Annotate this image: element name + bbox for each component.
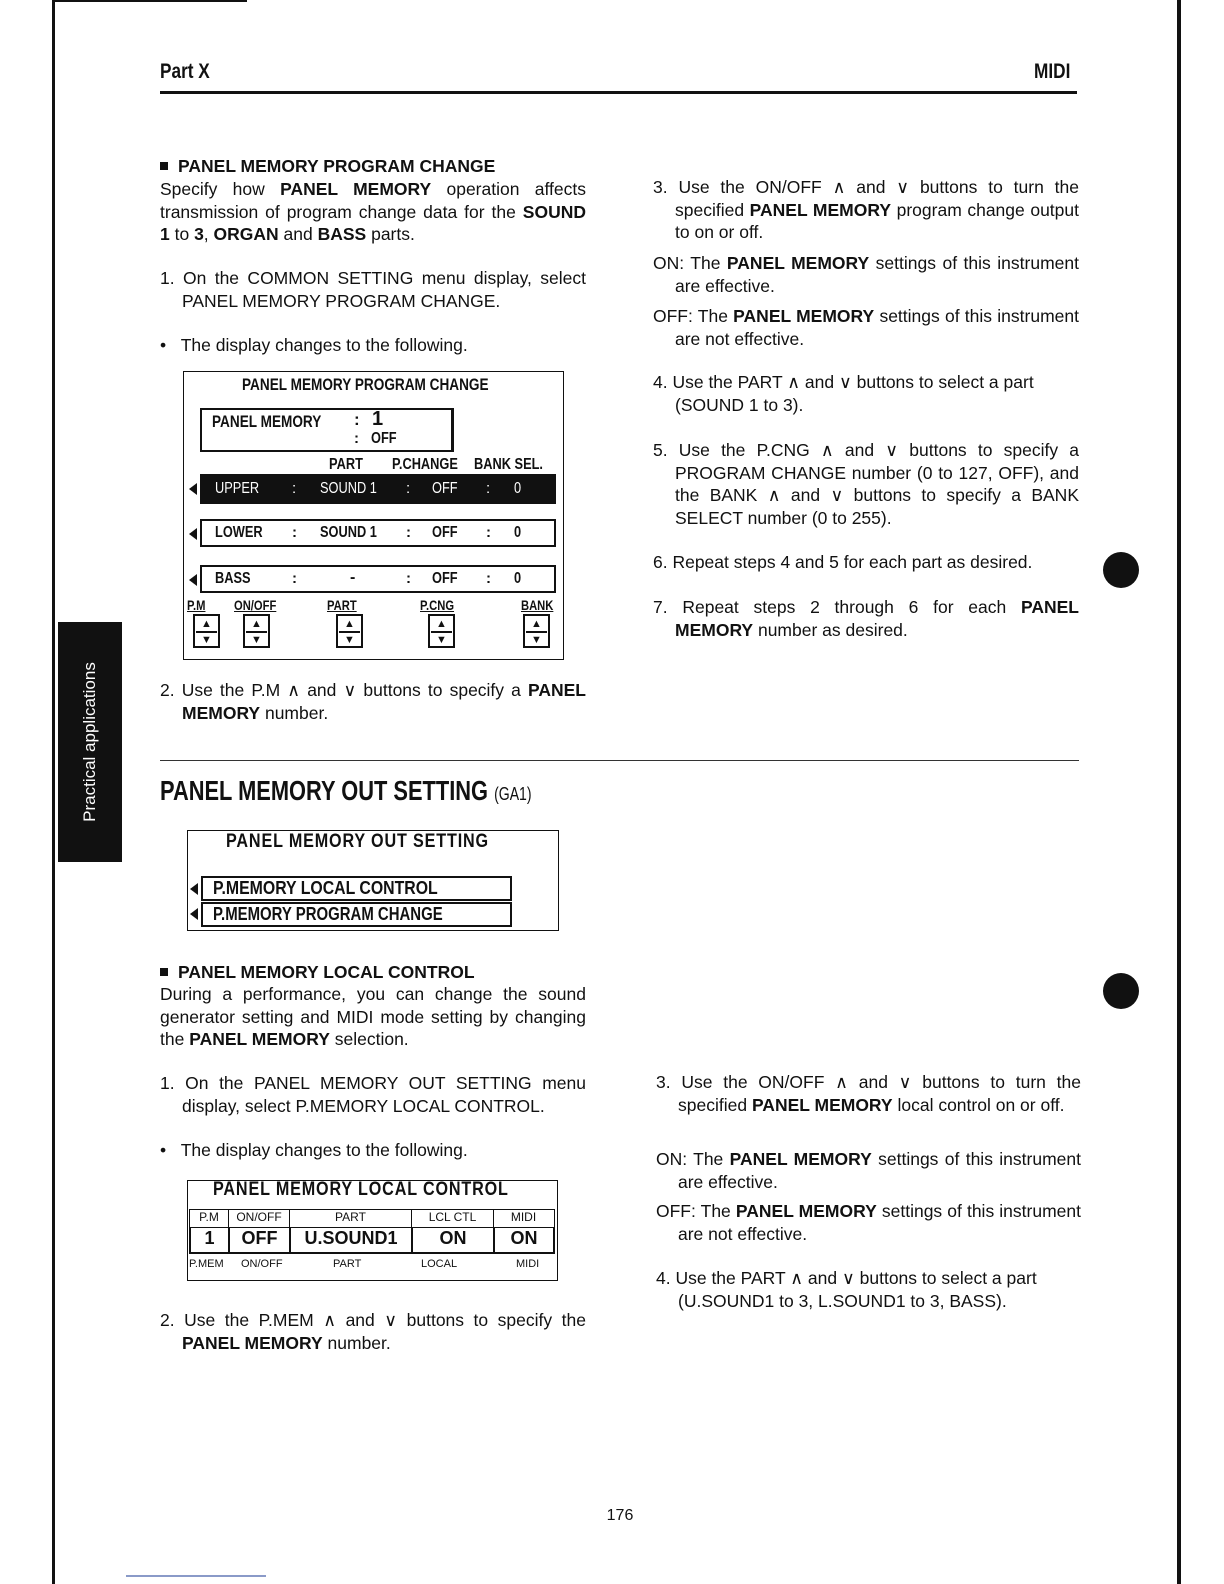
lcd3-val-part[interactable]: U.SOUND1 <box>291 1228 413 1252</box>
lcd1-btn-pcng-label: P.CNG <box>420 597 455 613</box>
row-colon: : <box>292 570 297 587</box>
row-name: LOWER <box>215 524 263 541</box>
row-colon: : <box>406 524 411 541</box>
lcd1-col-pchange: P.CHANGE <box>392 456 458 473</box>
lcd1-btn-bank-label: BANK <box>521 597 554 613</box>
page-frame-bottom <box>126 1575 266 1577</box>
down-arrow-icon: ▼ <box>251 634 262 646</box>
lcd3-btn-pmem[interactable]: P.MEM <box>189 1258 224 1270</box>
margin-dot <box>1103 552 1139 588</box>
lcd1-row-lower[interactable] <box>200 519 556 547</box>
row-colon: : <box>486 570 491 587</box>
lcd1-btn-pm-label: P.M <box>187 597 206 613</box>
row-selector-arrow <box>189 483 197 495</box>
page-number: 176 <box>606 1507 634 1524</box>
lcd1-pm-box <box>200 408 454 452</box>
pmpc-step6: 6. Repeat steps 4 and 5 for each part as desired. <box>653 552 1033 572</box>
lcd3-val-pm[interactable]: 1 <box>191 1228 230 1252</box>
pmpc-heading: PANEL MEMORY PROGRAM CHANGE <box>160 155 586 178</box>
lcd1-title: PANEL MEMORY PROGRAM CHANGE <box>242 375 489 394</box>
up-arrow-icon: ▲ <box>201 618 212 630</box>
pmpc-off-desc: OFF: The PANEL MEMORY settings of this instrument are not effective. <box>653 306 1079 349</box>
pcng-updown-button[interactable] <box>428 614 455 648</box>
lcd3-col-lclctl: LCL CTL <box>412 1210 494 1227</box>
pmpc-step5: 5. Use the P.CNG ∧ and ∨ buttons to specify a PROGRAM CHANGE number (0 to 127, OFF), and the BANK ∧ and ∨ buttons to specify a BANK SELECT number (0 to 255). <box>653 440 1079 528</box>
lcd3-val-local[interactable]: ON <box>413 1228 495 1252</box>
menu-item-label: P.MEMORY PROGRAM CHANGE <box>213 904 443 924</box>
section-rule <box>160 760 1079 761</box>
pmpc-intro: Specify how PANEL MEMORY operation affects transmission of program change data for the SOUND 1 to 3, ORGAN and BASS parts. <box>160 179 586 244</box>
down-arrow-icon: ▼ <box>344 634 355 646</box>
side-tab-label-wrap <box>58 622 122 862</box>
up-arrow-icon: ▲ <box>344 618 355 630</box>
pmpc-step3: 3. Use the ON/OFF ∧ and ∨ buttons to turn the specified PANEL MEMORY program change output to on or off. <box>653 177 1079 242</box>
header-section: MIDI <box>1034 60 1071 83</box>
row-colon: : <box>292 480 297 497</box>
section-title-suffix: (GA1) <box>494 784 532 804</box>
row-pc: OFF <box>432 524 458 541</box>
down-arrow-icon: ▼ <box>531 634 542 646</box>
row-pc: OFF <box>432 480 458 497</box>
lcd1-btn-onoff-label: ON/OFF <box>234 597 277 613</box>
page-frame-top <box>52 0 247 2</box>
up-arrow-icon: ▲ <box>436 618 447 630</box>
row-part: SOUND 1 <box>320 480 377 497</box>
pmpc-step4: 4. Use the PART ∧ and ∨ buttons to select a part (SOUND 1 to 3). <box>653 372 1034 415</box>
down-arrow-icon: ▼ <box>201 634 212 646</box>
pmlc-step2: 2. Use the P.MEM ∧ and ∨ buttons to specify the PANEL MEMORY number. <box>160 1310 586 1353</box>
lcd1-row-upper[interactable] <box>200 474 556 504</box>
side-tab-label: Practical applications <box>80 662 99 822</box>
lcd1-col-bank: BANK SEL. <box>474 456 543 473</box>
bank-updown-button[interactable] <box>523 614 550 648</box>
lcd3-header-row <box>189 1209 555 1228</box>
lcd3-btn-midi[interactable]: MIDI <box>516 1258 540 1270</box>
row-bank: 0 <box>514 570 522 587</box>
lcd3-title: PANEL MEMORY LOCAL CONTROL <box>213 1179 509 1200</box>
lcd3-val-midi[interactable]: ON <box>510 1228 538 1248</box>
lcd2-title: PANEL MEMORY OUT SETTING <box>226 831 489 852</box>
pmpc-bullet1: • The display changes to the following. <box>160 335 468 355</box>
margin-dot <box>1103 973 1139 1009</box>
row-bank: 0 <box>514 524 522 541</box>
lcd1-row-bass[interactable] <box>200 565 556 593</box>
row-selector-arrow <box>190 883 198 895</box>
pmpc-step1: 1. On the COMMON SETTING menu display, select PANEL MEMORY PROGRAM CHANGE. <box>160 268 586 311</box>
row-colon: : <box>406 480 411 497</box>
pm-updown-button[interactable] <box>193 614 220 648</box>
pmlc-intro: During a performance, you can change the sound generator setting and MIDI mode setting by changing the PANEL MEMORY selection. <box>160 984 586 1049</box>
lcd2-item-program-change[interactable] <box>201 902 512 927</box>
header-part: Part X <box>160 60 210 83</box>
lcd1-btn-part-label: PART <box>327 597 357 613</box>
pmpc-step2: 2. Use the P.M ∧ and ∨ buttons to specify a PANEL MEMORY number. <box>160 680 586 723</box>
lcd3-col-midi: MIDI <box>510 1210 537 1224</box>
pmlc-step1: 1. On the PANEL MEMORY OUT SETTING menu display, select P.MEMORY LOCAL CONTROL. <box>160 1073 586 1116</box>
lcd1-pm-colon: : <box>354 410 360 429</box>
lcd-local-control <box>187 1180 558 1281</box>
row-colon: : <box>486 480 491 497</box>
lcd3-value-row <box>189 1228 555 1254</box>
lcd3-col-pm: P.M <box>190 1210 229 1227</box>
pmlc-bullet1: • The display changes to the following. <box>160 1140 468 1160</box>
pmpc-step7: 7. Repeat steps 2 through 6 for each PANEL MEMORY number as desired. <box>653 597 1079 640</box>
lcd1-col-part: PART <box>329 456 363 473</box>
row-colon: : <box>406 570 411 587</box>
menu-item-label: P.MEMORY LOCAL CONTROL <box>213 878 438 898</box>
row-name: BASS <box>215 570 251 587</box>
pmlc-heading: PANEL MEMORY LOCAL CONTROL <box>160 961 586 984</box>
row-colon: : <box>486 524 491 541</box>
lcd1-pm-label: PANEL MEMORY <box>212 412 322 431</box>
row-bank: 0 <box>514 480 522 497</box>
lcd1-pm-colon2: : <box>354 430 359 447</box>
pmlc-off-desc: OFF: The PANEL MEMORY settings of this instrument are not effective. <box>656 1201 1081 1244</box>
lcd3-val-onoff[interactable]: OFF <box>230 1228 291 1252</box>
row-part: - <box>350 569 356 586</box>
row-selector-arrow <box>190 908 198 920</box>
down-arrow-icon: ▼ <box>436 634 447 646</box>
row-pc: OFF <box>432 570 458 587</box>
section-title: PANEL MEMORY OUT SETTING (GA1) <box>160 775 532 806</box>
header-rule <box>160 91 1077 94</box>
row-colon: : <box>292 524 297 541</box>
row-part: SOUND 1 <box>320 524 377 541</box>
lcd3-col-onoff: ON/OFF <box>229 1210 290 1227</box>
lcd3-btn-part[interactable]: PART <box>333 1258 362 1270</box>
pmlc-step3: 3. Use the ON/OFF ∧ and ∨ buttons to turn the specified PANEL MEMORY local control on or off. <box>656 1072 1081 1115</box>
part-updown-button[interactable] <box>336 614 363 648</box>
lcd-out-setting <box>187 830 559 931</box>
up-arrow-icon: ▲ <box>531 618 542 630</box>
lcd1-pm-value: 1 <box>372 408 384 430</box>
pmlc-step4: 4. Use the PART ∧ and ∨ buttons to select a part (U.SOUND1 to 3, L.SOUND1 to 3, BASS). <box>656 1268 1037 1311</box>
pmpc-on-desc: ON: The PANEL MEMORY settings of this instrument are effective. <box>653 253 1079 296</box>
page-frame-left <box>52 0 55 1584</box>
lcd-program-change <box>183 371 564 660</box>
pmlc-on-desc: ON: The PANEL MEMORY settings of this instrument are effective. <box>656 1149 1081 1192</box>
lcd3-btn-local[interactable]: LOCAL <box>421 1258 458 1270</box>
lcd1-pm-state: OFF <box>371 430 397 447</box>
onoff-updown-button[interactable] <box>243 614 270 648</box>
row-name: UPPER <box>215 480 260 497</box>
lcd3-col-part: PART <box>290 1210 412 1227</box>
row-selector-arrow <box>189 574 197 586</box>
lcd3-btn-onoff[interactable]: ON/OFF <box>241 1258 283 1270</box>
page-frame-right <box>1177 0 1181 1584</box>
up-arrow-icon: ▲ <box>251 618 262 630</box>
lcd2-item-local-control[interactable] <box>201 876 512 901</box>
row-selector-arrow <box>189 528 197 540</box>
